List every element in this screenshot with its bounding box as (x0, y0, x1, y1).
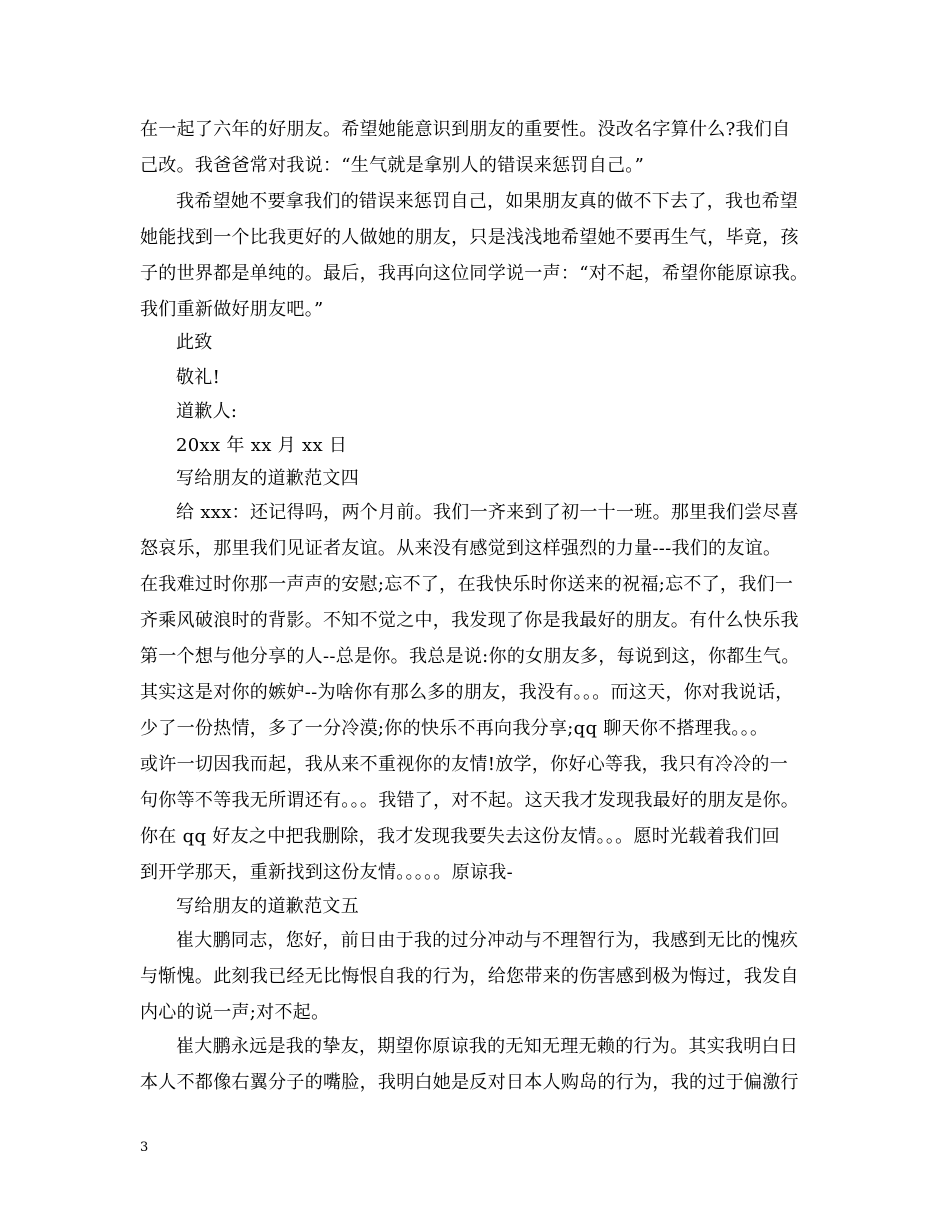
text-line: 子的世界都是单纯的。最后，我再向这位同学说一声：“对不起，希望你能原谅我。 (140, 263, 809, 284)
text-line: 或许一切因我而起，我从来不重视你的友情!放学，你好心等我，我只有冷冷的一 (140, 754, 789, 775)
closing-salutation: 此致 (176, 332, 213, 353)
text-line: 本人不都像右翼分子的嘴脸，我明白她是反对日本人购岛的行为，我的过于偏激行 (140, 1072, 799, 1093)
text-line: 她能找到一个比我更好的人做她的朋友，只是浅浅地希望她不要再生气，毕竟，孩 (140, 227, 799, 248)
text-line: 第一个想与他分享的人--总是你。我总是说:你的女朋友多，每说到这，你都生气。 (140, 646, 800, 667)
text-line: 在我难过时你那一声声的安慰;忘不了，在我快乐时你送来的祝福;忘不了，我们一 (140, 574, 794, 595)
section-heading: 写给朋友的道歉范文五 (176, 896, 359, 917)
text-line: 齐乘风破浪时的背影。不知不觉之中，我发现了你是我最好的朋友。有什么快乐我 (140, 610, 799, 631)
text-line: 我们重新做好朋友吧。” (140, 299, 324, 320)
text-line: 怒哀乐，那里我们见证者友谊。从来没有感觉到这样强烈的力量---我们的友谊。 (140, 538, 782, 559)
closing-regards: 敬礼! (176, 367, 221, 388)
page-number: 3 (140, 1140, 149, 1155)
paragraph-line: 崔大鹏永远是我的挚友，期望你原谅我的无知无理无赖的行为。其实我明白日 (176, 1036, 799, 1057)
paragraph-line: 崔大鹏同志，您好，前日由于我的过分冲动与不理智行为，我感到无比的愧疚 (176, 930, 799, 951)
text-line: 少了一份热情，多了一分冷漠;你的快乐不再向我分享;qq 聊天你不搭理我。。。 (140, 718, 769, 739)
paragraph-line: 给 xxx：还记得吗，两个月前。我们一齐来到了初一十一班。那里我们尝尽喜 (176, 502, 799, 523)
text-line: 句你等不等我无所谓还有。。。我错了，对不起。这天我才发现我最好的朋友是你。 (140, 790, 800, 811)
text-line: 与惭愧。此刻我已经无比悔恨自我的行为，给您带来的伤害感到极为悔过，我发自 (140, 966, 799, 987)
text-line: 你在 qq 好友之中把我删除，我才发现我要失去这份友情。。。愿时光载着我们回 (140, 826, 780, 847)
text-line: 内心的说一声;对不起。 (140, 1002, 330, 1023)
date-line: 20xx 年 xx 月 xx 日 (176, 435, 348, 456)
signature-label: 道歉人: (176, 401, 238, 422)
text-line: 其实这是对你的嫉妒--为啥你有那么多的朋友，我没有。。。而这天，你对我说话， (140, 682, 794, 703)
text-line: 己改。我爸爸常对我说：“生气就是拿别人的错误来惩罚自己。” (140, 155, 645, 176)
text-line: 到开学那天，重新找到这份友情。。。。。原谅我- (140, 862, 513, 883)
paragraph-line: 我希望她不要拿我们的错误来惩罚自己，如果朋友真的做不下去了，我也希望 (176, 191, 799, 212)
section-heading: 写给朋友的道歉范文四 (176, 468, 359, 489)
text-line: 在一起了六年的好朋友。希望她能意识到朋友的重要性。没改名字算什么?我们自 (140, 119, 791, 140)
